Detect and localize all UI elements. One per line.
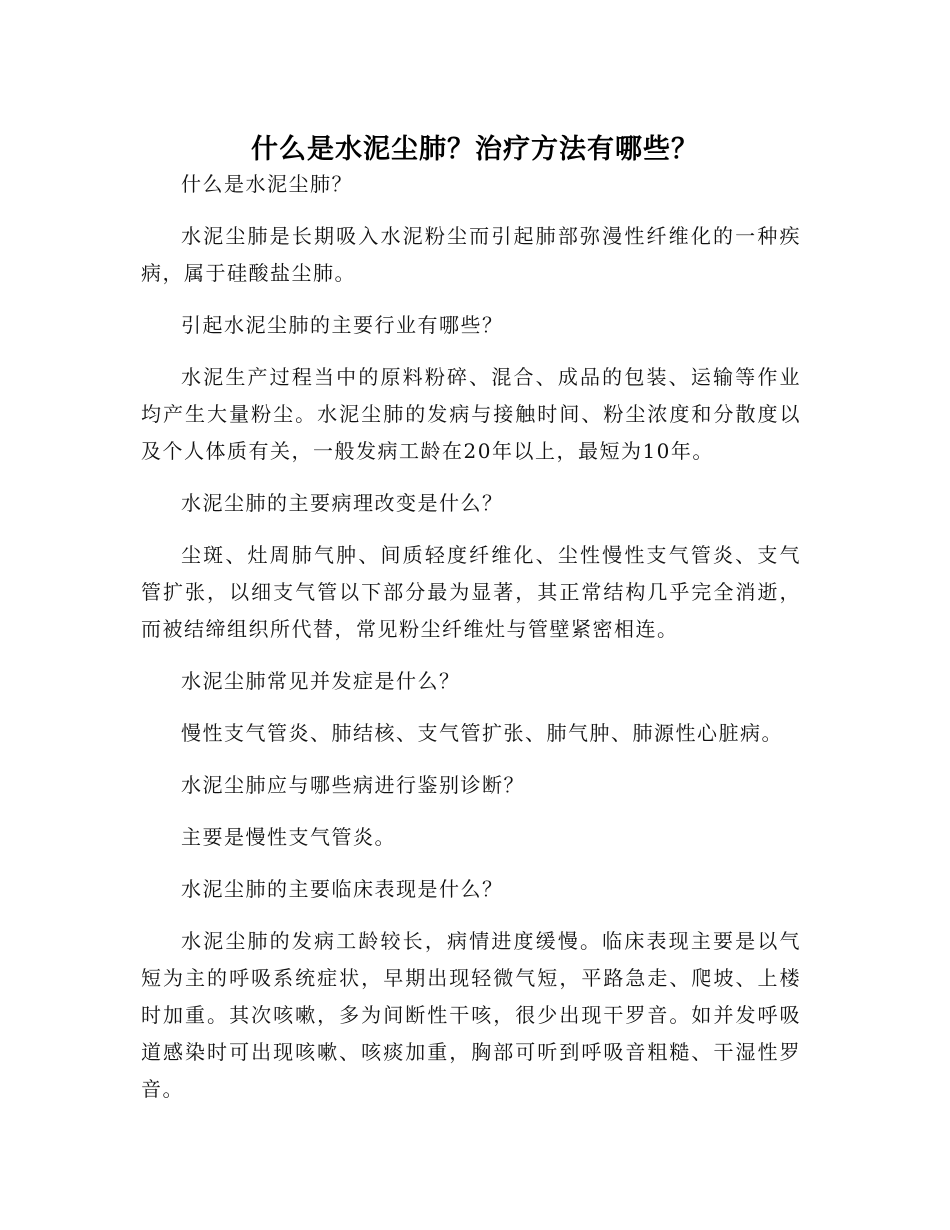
document-body xyxy=(141,166,801,1123)
question-heading: 水泥尘肺常见并发症是什么？ xyxy=(181,669,461,693)
answer-paragraph: 主要是慢性支气管炎。 xyxy=(181,825,396,849)
answer-paragraph: 水泥尘肺的发病工龄较长，病情进度缓慢。临床表现主要是以气短为主的呼吸系统症状，早期出现轻微气短，平路急走、爬坡、上楼时加重。其次咳嗽，多为间断性干咳，很少出现干罗音。如并发呼吸道感染时可出现咳嗽、咳痰加重，胸部可听到呼吸音粗糙、干湿性罗音。 xyxy=(141,929,801,1101)
question-heading: 水泥尘肺应与哪些病进行鉴别诊断？ xyxy=(181,773,525,797)
question-heading: 引起水泥尘肺的主要行业有哪些？ xyxy=(181,313,504,337)
answer-paragraph: 水泥尘肺是长期吸入水泥粉尘而引起肺部弥漫性纤维化的一种疾病，属于硅酸盐尘肺。 xyxy=(141,224,801,285)
question-heading: 水泥尘肺的主要临床表现是什么？ xyxy=(181,877,504,901)
answer-paragraph: 慢性支气管炎、肺结核、支气管扩张、肺气肿、肺源性心脏病。 xyxy=(181,721,783,745)
document-title: 什么是水泥尘肺？治疗方法有哪些？ xyxy=(251,134,699,166)
answer-paragraph: 水泥生产过程当中的原料粉碎、混合、成品的包装、运输等作业均产生大量粉尘。水泥尘肺的发病与接触时间、粉尘浓度和分散度以及个人体质有关，一般发病工龄在20年以上，最短为10年。 xyxy=(141,365,801,463)
question-heading: 水泥尘肺的主要病理改变是什么？ xyxy=(181,491,504,515)
answer-paragraph: 尘斑、灶周肺气肿、间质轻度纤维化、尘性慢性支气管炎、支气管扩张，以细支气管以下部分最为显著，其正常结构几乎完全消逝，而被结缔组织所代替，常见粉尘纤维灶与管壁紧密相连。 xyxy=(141,543,801,641)
question-heading: 什么是水泥尘肺？ xyxy=(181,172,353,196)
